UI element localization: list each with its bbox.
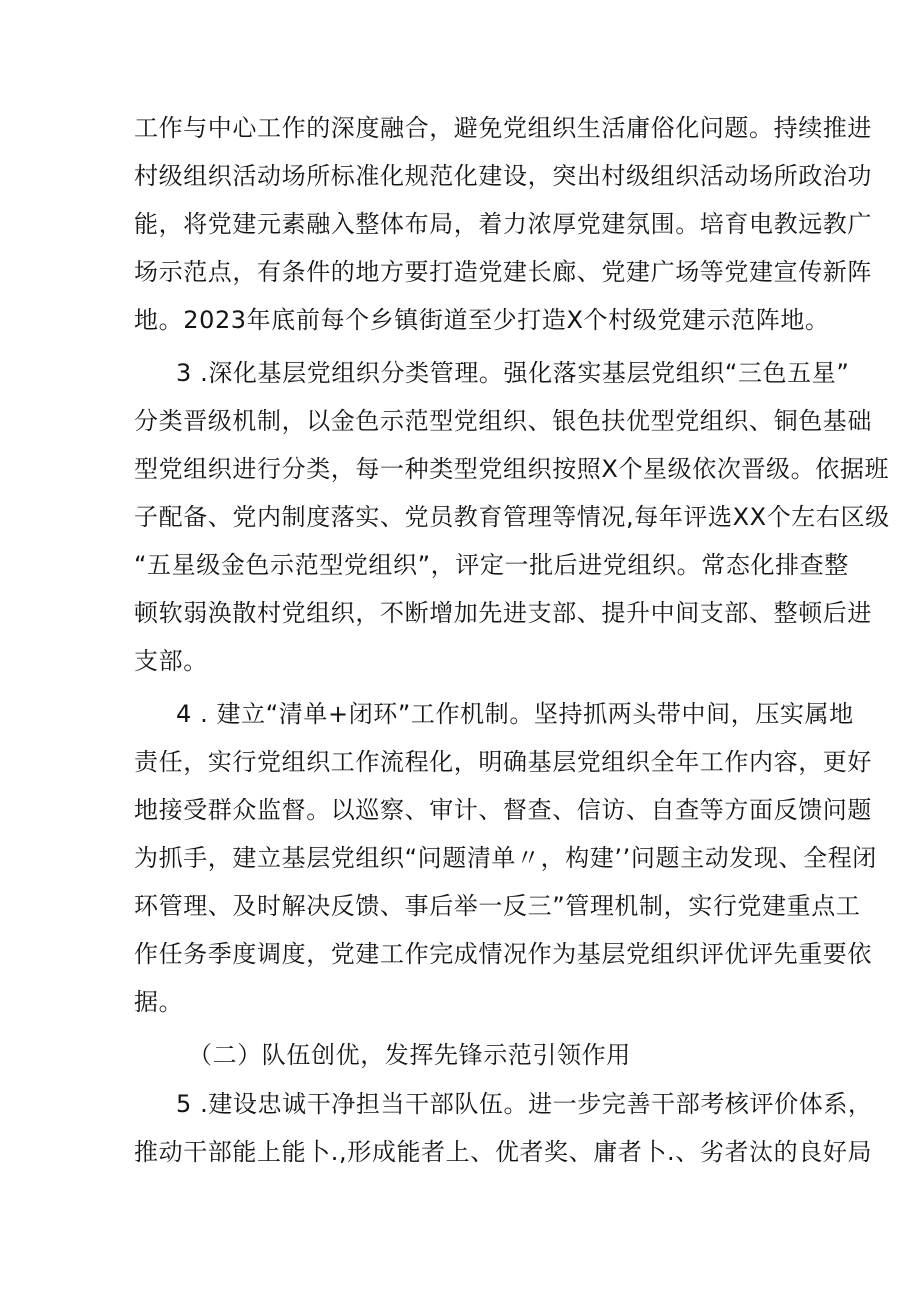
- text-line: 分类晋级机制，以金色示范型党组织、银色扶优型党组织、铜色基础: [134, 407, 872, 435]
- text-line: 作任务季度调度，党建工作完成情况作为基层党组织评优评先重要依: [134, 940, 872, 968]
- text-line: 为抓手，建立基层党组织“问题清单〃，构建’’问题主动发现、全程闭: [134, 844, 877, 872]
- text-line: 子配备、党内制度落实、党员教育管理等情况,每年评选XX个左右区级: [134, 503, 890, 531]
- text-line: “五星级金色示范型党组织”，评定一批后进党组织。常态化排查整: [134, 551, 849, 579]
- text-line: 能，将党建元素融入整体布局，着力浓厚党建氛围。培育电教远教广: [134, 210, 872, 238]
- text-line: 村级组织活动场所标准化规范化建设，突出村级组织活动场所政治功: [134, 162, 872, 190]
- text-line: 责任，实行党组织工作流程化，明确基层党组织全年工作内容，更好: [134, 748, 872, 776]
- text-line: 型党组织进行分类，每一种类型党组织按照X个星级依次晋级。依据班: [134, 455, 890, 483]
- text-line: 工作与中心工作的深度融合，避免党组织生活庸俗化问题。持续推进: [134, 114, 872, 142]
- paragraph-4-first-line: 4 . 建立“清单+闭环”工作机制。坚持抓两头带中间，压实属地: [176, 700, 854, 728]
- text-line: 支部。: [134, 647, 208, 675]
- paragraph-3-first-line: 3 .深化基层党组织分类管理。强化落实基层党组织“三色五星”: [176, 359, 850, 387]
- section-heading: （二）队伍创优，发挥先锋示范引领作用: [188, 1041, 631, 1069]
- text-line: 环管理、及时解决反馈、事后举一反三”管理机制，实行党建重点工: [134, 892, 861, 920]
- text-line: 场示范点，有条件的地方要打造党建长廊、党建广场等党建宣传新阵: [134, 258, 872, 286]
- text-line: 推动干部能上能卜.,形成能者上、优者奖、庸者卜.、劣者汰的良好局: [134, 1138, 873, 1166]
- paragraph-5-first-line: 5 .建设忠诚干净担当干部队伍。进一步完善干部考核评价体系，: [176, 1090, 873, 1118]
- text-line: 顿软弱涣散村党组织，不断增加先进支部、提升中间支部、整顿后进: [134, 599, 872, 627]
- text-line: 地。2023年底前每个乡镇街道至少打造X个村级党建示范阵地。: [134, 306, 830, 334]
- text-line: 地接受群众监督。以巡察、审计、督查、信访、自查等方面反馈问题: [134, 796, 872, 824]
- text-line: 据。: [134, 988, 184, 1016]
